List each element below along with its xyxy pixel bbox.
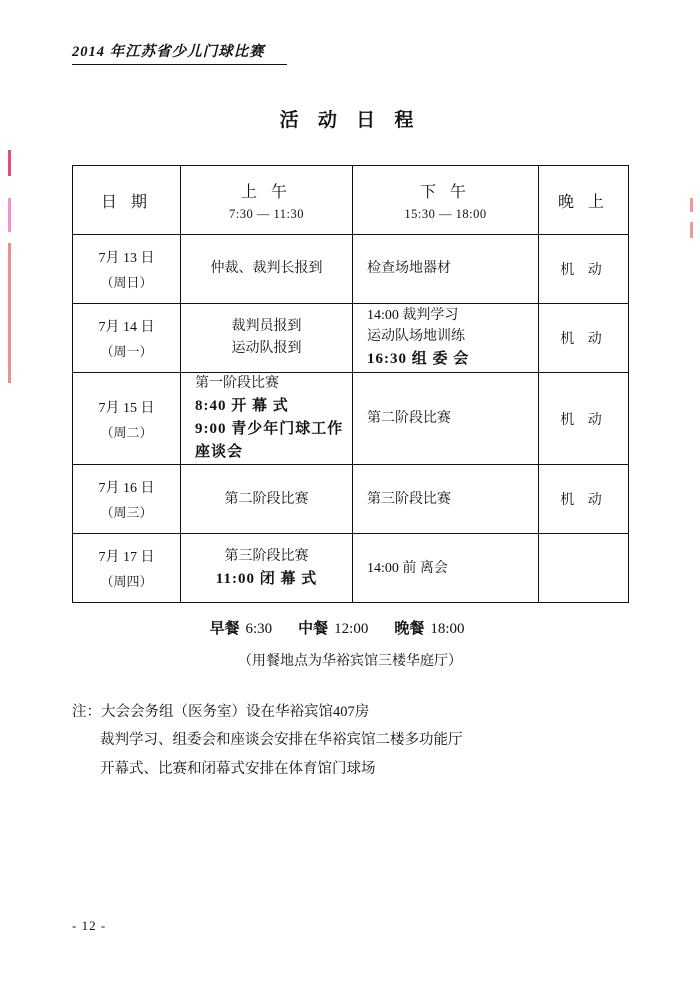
table-row: [73, 373, 629, 465]
cell-evening: 机 动: [539, 465, 629, 534]
date-week: （周三）: [100, 505, 153, 521]
cell-evening: [539, 534, 629, 603]
header-rule: [72, 64, 287, 65]
cell-afternoon: [353, 235, 539, 304]
dinner-time: 18:00: [430, 621, 465, 637]
dinner-label: 晚餐: [394, 621, 425, 637]
cell-morning: [181, 465, 353, 534]
cell-morning: [181, 235, 353, 304]
column-header-morning: [181, 166, 353, 235]
cell-afternoon: [353, 373, 539, 465]
cell-line-emphasis: 11:00 闭 幕 式: [215, 570, 318, 587]
meals-note: （用餐地点为华裕宾馆三楼华庭厅）: [238, 654, 462, 669]
cell-evening: 机 动: [539, 304, 629, 373]
cell-line-emphasis: 9:00 青少年门球工作: [195, 420, 344, 437]
table-row: [73, 465, 629, 534]
column-header-evening-label: 晚 上: [557, 193, 609, 211]
cell-line: 运动队报到: [231, 341, 302, 356]
cell-date: [73, 534, 181, 603]
table-row: [73, 534, 629, 603]
cell-afternoon: [353, 465, 539, 534]
note-line: 开幕式、比赛和闭幕式安排在体育馆门球场: [100, 760, 376, 777]
cell-date: [73, 304, 181, 373]
cell-line: 14:00 前 离会: [367, 560, 448, 576]
schedule-table: [72, 165, 629, 603]
cell-morning: [181, 373, 353, 465]
cell-line: 第三阶段比赛: [367, 491, 451, 507]
cell-line: 裁判员报到: [231, 319, 302, 335]
cell-line: 运动队场地训练: [367, 329, 465, 345]
cell-line: 第三阶段比赛: [224, 548, 309, 564]
cell-line-emphasis: 16:30 组 委 会: [367, 351, 470, 368]
note-line: 裁判学习、组委会和座谈会安排在华裕宾馆二楼多功能厅: [100, 732, 463, 749]
cell-line: 检查场地器材: [367, 261, 451, 277]
cell-date: [73, 465, 181, 534]
cell-afternoon: [353, 304, 539, 373]
date-day: 7月 15 日: [98, 400, 155, 416]
column-header-afternoon-time: 15:30 — 18:00: [404, 206, 487, 221]
cell-morning: [181, 304, 353, 373]
cell-evening: 机 动: [539, 373, 629, 465]
column-header-evening: [539, 166, 629, 235]
column-header-afternoon: [353, 166, 539, 235]
notes-block: [72, 698, 632, 783]
scan-artifact: [8, 198, 11, 232]
meals-line: [0, 617, 700, 638]
cell-afternoon: [353, 534, 539, 603]
date-week: （周一）: [100, 344, 153, 359]
cell-line: 第二阶段比赛: [224, 491, 309, 507]
column-header-date-label: 日 期: [100, 193, 152, 211]
cell-line: 14:00 裁判学习: [367, 307, 459, 323]
cell-evening: 机 动: [539, 235, 629, 304]
scan-artifact: [690, 198, 693, 212]
cell-date: [73, 235, 181, 304]
date-week: （周四）: [100, 574, 153, 590]
table-header-row: [73, 166, 629, 235]
date-day: 7月 16 日: [98, 481, 155, 497]
column-header-afternoon-label: 下 午: [419, 183, 471, 201]
cell-line-emphasis: 座谈会: [195, 444, 244, 461]
breakfast-time: 6:30: [245, 621, 273, 637]
note-line: 注：大会会务组（医务室）设在华裕宾馆407房: [72, 704, 370, 720]
column-header-morning-label: 上 午: [240, 183, 292, 201]
cell-line: 仲裁、裁判长报到: [210, 261, 323, 277]
date-day: 7月 14 日: [98, 320, 155, 335]
lunch-time: 12:00: [334, 621, 369, 637]
cell-line: 第一阶段比赛: [195, 376, 279, 391]
date-week: （周二）: [100, 424, 153, 440]
scan-artifact: [8, 243, 11, 383]
date-day: 7月 13 日: [98, 251, 155, 266]
cell-morning: [181, 534, 353, 603]
scan-artifact: [690, 222, 693, 238]
table-row: [73, 304, 629, 373]
date-day: 7月 17 日: [98, 550, 155, 566]
page-title: 活 动 日 程: [279, 110, 421, 131]
cell-line-emphasis: 8:40 开 幕 式: [195, 397, 289, 414]
breakfast-label: 早餐: [209, 621, 240, 637]
column-header-date: [73, 166, 181, 235]
table-row: [73, 235, 629, 304]
date-week: （周日）: [100, 275, 153, 290]
cell-date: [73, 373, 181, 465]
running-header: 2014 年江苏省少儿门球比赛: [72, 44, 265, 60]
scan-artifact: [8, 150, 11, 176]
column-header-morning-time: 7:30 — 11:30: [229, 206, 304, 221]
page-number: - 12 -: [72, 918, 107, 933]
lunch-label: 中餐: [298, 621, 329, 637]
cell-line: 第二阶段比赛: [367, 410, 451, 426]
